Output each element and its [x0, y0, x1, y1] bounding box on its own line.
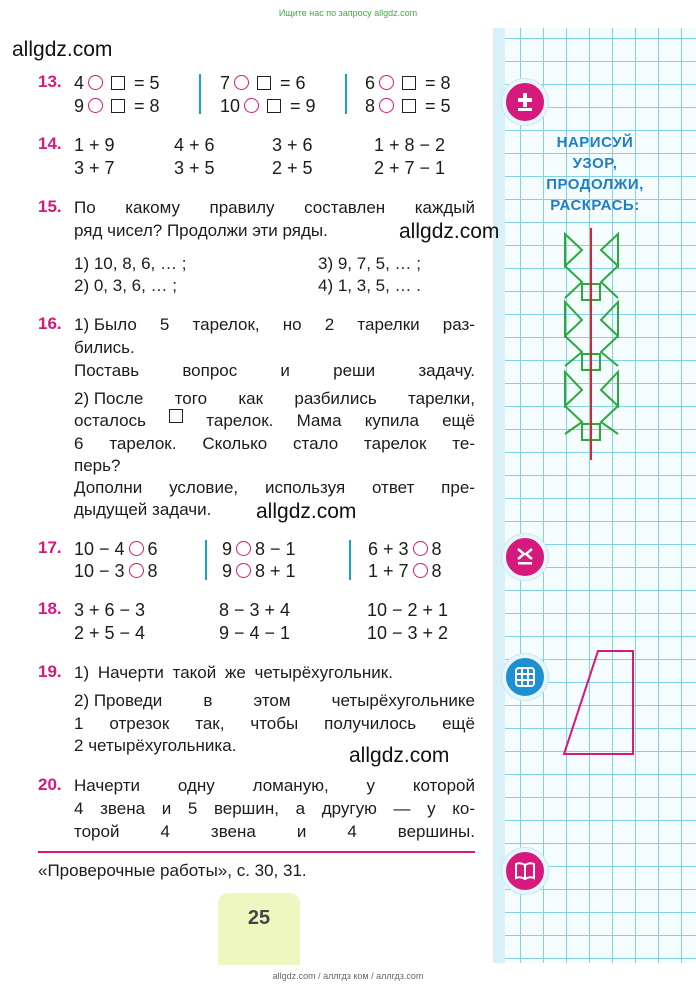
blank-box: [402, 76, 416, 90]
equation: [74, 95, 160, 118]
word: составлен: [304, 198, 386, 217]
exercise-number: 15.: [38, 197, 62, 216]
word: осталось: [74, 411, 146, 430]
word: 6: [74, 434, 84, 453]
left-part: 9: [222, 561, 233, 581]
watermark: allgdz.com: [12, 38, 113, 61]
compare-icon: [502, 534, 548, 580]
expression: 3 + 6: [272, 135, 313, 155]
sign-circle: [236, 541, 251, 556]
word: такой: [163, 663, 217, 682]
word: разбились: [294, 389, 377, 408]
grid-icon: [502, 654, 548, 700]
sign-circle: [88, 98, 103, 113]
expression: 1 + 8 − 2: [374, 135, 446, 155]
sign-circle: [129, 541, 144, 556]
left-part: 10 − 3: [74, 561, 125, 581]
expression: 3 + 5: [174, 158, 215, 178]
blank-box: [267, 99, 281, 113]
word: же: [216, 663, 246, 682]
word: Дополни: [74, 478, 143, 497]
word: дыдущей: [74, 500, 148, 519]
title-line: НАРИСУЙ: [556, 134, 634, 151]
word: 1: [74, 714, 84, 733]
expression: 3 + 7: [74, 158, 115, 178]
sign-circle: [88, 75, 103, 90]
word: ответ: [371, 478, 415, 497]
title-line: ПРОДОЛЖИ,: [546, 176, 644, 193]
sign-circle: [244, 98, 259, 113]
word: получилось: [324, 714, 417, 733]
word: другую: [321, 799, 377, 818]
word: 4: [74, 799, 84, 818]
exercise-number: 18.: [38, 599, 62, 618]
blank-box: [169, 409, 183, 423]
operand: 9: [74, 96, 85, 116]
sign-circle: [379, 75, 394, 90]
word: этом: [253, 691, 291, 710]
word: какому: [125, 198, 180, 217]
word: вершин,: [213, 799, 279, 818]
operand: 6: [365, 73, 376, 93]
word: задачу.: [418, 361, 475, 380]
word: ко-: [452, 799, 475, 818]
operand: 8: [365, 96, 376, 116]
comparison: [368, 538, 442, 561]
word: отрезок: [109, 714, 170, 733]
text-line: [74, 336, 135, 359]
watermark: allgdz.com: [256, 500, 357, 523]
book-icon: [502, 848, 548, 894]
ex15-line2: ряд чисел? Продолжи эти ряды.: [74, 221, 328, 240]
right-part: 8 − 1: [255, 539, 296, 559]
word: 5: [159, 315, 170, 334]
word: ломаную,: [252, 776, 329, 795]
word: тарелок,: [192, 315, 260, 334]
result: = 9: [285, 96, 316, 116]
divider-line: [38, 851, 475, 853]
left-part: 10 − 4: [74, 539, 125, 559]
word: тарелок.: [109, 434, 177, 453]
text-line: [74, 797, 475, 820]
word: Начерти: [74, 776, 141, 795]
text-line: [74, 734, 236, 757]
footer-note: allgdz.com / аллгдз ком / аллгдз.com: [272, 971, 424, 981]
word: у: [427, 799, 436, 818]
quadrilateral-figure: [560, 648, 640, 760]
sign-circle: [234, 75, 249, 90]
word: но: [282, 315, 302, 334]
expression: 2 + 5: [272, 158, 313, 178]
right-part: 6: [147, 539, 158, 559]
text-line: [74, 387, 475, 410]
word: задачи.: [147, 500, 212, 519]
word: звена: [100, 799, 146, 818]
word: тарелок.: [206, 411, 274, 430]
word: звена: [210, 822, 256, 841]
word: у: [366, 776, 375, 795]
equation: [365, 72, 451, 95]
equation: [220, 95, 316, 118]
series-1: 1) 10, 8, 6, … ;: [74, 254, 187, 273]
word: чтобы: [250, 714, 299, 733]
expression: 10 − 2 + 1: [367, 600, 449, 620]
text-line: [74, 476, 475, 499]
operand: 10: [220, 96, 241, 116]
watermark: allgdz.com: [349, 744, 450, 767]
word: 2) Проведи: [74, 691, 163, 710]
word: каждый: [414, 198, 475, 217]
word: тарелок: [364, 434, 427, 453]
word: вершины.: [397, 822, 475, 841]
expression: 2 + 7 − 1: [374, 158, 446, 178]
text-line: [74, 689, 475, 712]
text-line: [74, 432, 475, 455]
text-line: [74, 774, 475, 797]
expression: 4 + 6: [174, 135, 215, 155]
word: и: [280, 361, 290, 380]
word: 2: [324, 315, 335, 334]
sign-circle: [413, 563, 428, 578]
word: —: [393, 799, 411, 818]
word: вопрос: [182, 361, 238, 380]
blank-box: [111, 99, 125, 113]
word: в: [203, 691, 213, 710]
comparison: [222, 538, 296, 561]
word: 1) Было: [74, 315, 137, 334]
word: Мама: [296, 411, 342, 430]
comparison: [368, 560, 442, 583]
exercise-number: 19.: [38, 662, 62, 681]
equation: [365, 95, 451, 118]
text-line: [74, 820, 475, 843]
column-divider: [199, 74, 201, 114]
word: 1) Начерти: [74, 663, 164, 682]
ex15-line1: [74, 196, 475, 219]
word: четырёхугольник.: [245, 663, 393, 682]
word: того: [174, 389, 208, 408]
right-part: 8 + 1: [255, 561, 296, 581]
word: условие,: [169, 478, 239, 497]
text-line: [74, 498, 211, 521]
word: четырёхугольнике: [331, 691, 475, 710]
text-line: [74, 661, 393, 684]
exercise-number: 14.: [38, 134, 62, 153]
page-number: 25: [218, 893, 300, 965]
word: ещё: [442, 411, 475, 430]
text-line: [74, 313, 475, 336]
reference-text: «Проверочные работы», с. 30, 31.: [38, 861, 307, 880]
result: = 5: [129, 73, 160, 93]
title-line: РАСКРАСЬ:: [550, 197, 640, 214]
series-2: 2) 0, 3, 6, … ;: [74, 276, 177, 295]
word: бились.: [74, 338, 135, 357]
word: и: [161, 799, 172, 818]
word: те-: [452, 434, 475, 453]
column-divider: [349, 540, 351, 580]
word: 4: [347, 822, 357, 841]
comparison: [74, 560, 158, 583]
operand: 4: [74, 73, 85, 93]
word: и: [296, 822, 307, 841]
result: = 8: [129, 96, 160, 116]
word: 5: [187, 799, 198, 818]
expression: 9 − 4 − 1: [219, 623, 291, 643]
word: перь?: [74, 456, 121, 475]
top-note: Ищите нас по запросу allgdz.com: [278, 8, 418, 18]
sign-circle: [236, 563, 251, 578]
text-line: [74, 359, 475, 382]
word: которой: [412, 776, 475, 795]
word: а: [295, 799, 306, 818]
exercise-number: 17.: [38, 538, 62, 557]
blank-box: [111, 76, 125, 90]
equation: [74, 72, 160, 95]
word: четырёхугольника.: [83, 736, 237, 755]
expression: 2 + 5 − 4: [74, 623, 146, 643]
sign-circle: [379, 98, 394, 113]
sign-circle: [129, 563, 144, 578]
word: одну: [177, 776, 215, 795]
plus-minus-icon: [502, 79, 548, 125]
exercise-number: 13.: [38, 72, 62, 91]
word: стало: [293, 434, 339, 453]
result: = 6: [275, 73, 306, 93]
panel-edge: [493, 28, 505, 963]
left-part: 6 + 3: [368, 539, 409, 559]
column-divider: [345, 74, 347, 114]
expression: 3 + 6 − 3: [74, 600, 146, 620]
exercise-number: 20.: [38, 775, 62, 794]
word: 2) После: [74, 389, 144, 408]
sign-circle: [413, 541, 428, 556]
comparison: [74, 538, 158, 561]
comparison: [222, 560, 296, 583]
word: 4: [160, 822, 170, 841]
text-line: [74, 409, 475, 432]
word: 2: [74, 736, 84, 755]
series-4: 4) 1, 3, 5, … .: [318, 276, 421, 295]
text-line: [74, 454, 120, 477]
word: По: [74, 198, 96, 217]
expression: 1 + 9: [74, 135, 115, 155]
word: купила: [364, 411, 419, 430]
blank-box: [257, 76, 271, 90]
operand: 7: [220, 73, 231, 93]
column-divider: [205, 540, 207, 580]
title-line: УЗОР,: [572, 155, 618, 172]
word: торой: [74, 822, 120, 841]
word: Поставь: [74, 361, 140, 380]
word: Сколько: [202, 434, 268, 453]
word: так,: [195, 714, 225, 733]
word: раз-: [442, 315, 475, 334]
side-task-title: [530, 132, 660, 216]
word: реши: [333, 361, 376, 380]
pattern-drawing: [560, 228, 624, 460]
result: = 5: [420, 96, 451, 116]
word: пре-: [441, 478, 475, 497]
word: тарелки: [357, 315, 420, 334]
blank-box: [402, 99, 416, 113]
right-part: 8: [431, 561, 442, 581]
word: тарелки,: [408, 389, 475, 408]
text-line: [74, 712, 475, 735]
series-3: 3) 9, 7, 5, … ;: [318, 254, 421, 273]
expression: 10 − 3 + 2: [367, 623, 449, 643]
result: = 8: [420, 73, 451, 93]
equation: [220, 72, 306, 95]
word: используя: [264, 478, 346, 497]
right-part: 8: [147, 561, 158, 581]
word: как: [238, 389, 264, 408]
right-part: 8: [431, 539, 442, 559]
word: ещё: [442, 714, 475, 733]
expression: 8 − 3 + 4: [219, 600, 291, 620]
word: правилу: [209, 198, 275, 217]
exercise-number: 16.: [38, 314, 62, 333]
left-part: 9: [222, 539, 233, 559]
watermark: allgdz.com: [399, 220, 500, 243]
left-part: 1 + 7: [368, 561, 409, 581]
